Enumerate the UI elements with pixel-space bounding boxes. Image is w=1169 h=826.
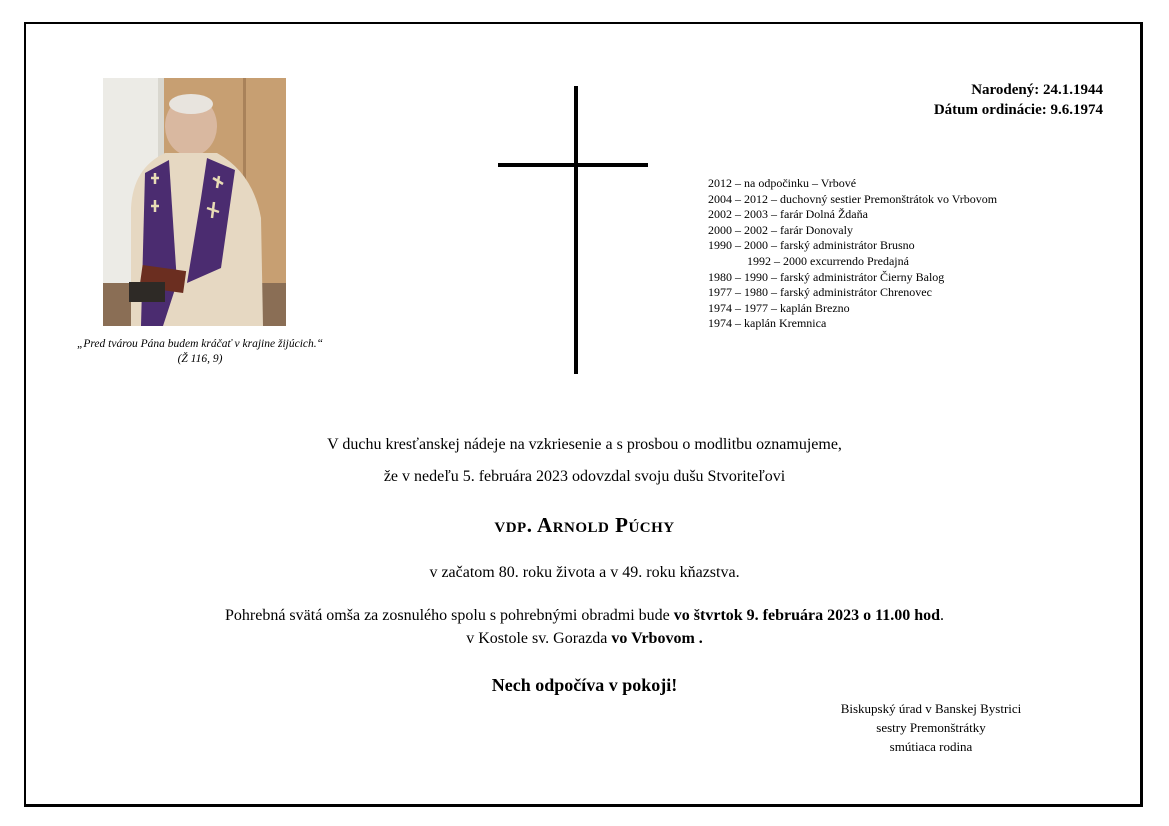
timeline-item: 2004 – 2012 – duchovný sestier Premonštrátok vo Vrbovom (708, 191, 998, 206)
timeline-item: 2002 – 2003 – farár Dolná Ždaňa (708, 207, 868, 222)
timeline-item: 1992 – 2000 excurrendo Predajná (747, 253, 909, 268)
key-dates (934, 80, 1103, 120)
church-prefix: v Kostole sv. Gorazda (466, 630, 612, 647)
announcement-line-1: V duchu kresťanskej nádeje na vzkriesenie a s prosbou o modlitbu oznamujeme, (327, 436, 842, 453)
deceased-name: vdp. Arnold Púchy (494, 513, 675, 537)
timeline-item: 1980 – 1990 – farský administrátor Čierny Balog (708, 269, 945, 284)
farewell-line: Nech odpočíva v pokoji! (491, 675, 678, 695)
signers (821, 699, 1041, 756)
timeline-item: 2012 – na odpočinku – Vrbové (708, 176, 857, 190)
announcement-line-2: že v nedeľu 5. februára 2023 odovzdal svoju dušu Stvoriteľovi (383, 468, 786, 485)
quote-reference: (Ž 116, 9) (177, 353, 223, 365)
cross-symbol (498, 86, 648, 374)
ordination-date: Dátum ordinácie: 9.6.1974 (933, 102, 1103, 118)
scripture-quote (60, 337, 340, 367)
funeral-prefix: Pohrebná svätá omša za zosnulého spolu s pohrebnými obradmi bude (224, 607, 674, 624)
quote-text: „Pred tvárou Pána budem kráčať v krajine žijúcich.“ (76, 338, 324, 350)
career-timeline (708, 176, 997, 332)
timeline-item: 1974 – kaplán Kremnica (708, 316, 827, 331)
timeline-item: 2000 – 2002 – farár Donovaly (708, 222, 853, 237)
signer: sestry Premonštrátky (876, 720, 986, 735)
cross-horizontal-bar (498, 163, 648, 167)
cross-vertical-bar (574, 86, 578, 374)
church-place: vo Vrbovom . (611, 630, 703, 647)
funeral-time: vo štvrtok 9. februára 2023 o 11.00 hod (673, 607, 941, 624)
birth-date: Narodený: 24.1.1944 (971, 82, 1103, 98)
timeline-item: 1990 – 2000 – farský administrátor Brusno (708, 238, 915, 253)
timeline-item: 1974 – 1977 – kaplán Brezno (708, 300, 850, 315)
signer: Biskupský úrad v Banskej Bystrici (840, 701, 1022, 716)
funeral-info (0, 607, 1169, 625)
announcement-line-3: v začatom 80. roku života a v 49. roku kňazstva. (429, 564, 740, 581)
timeline-item: 1977 – 1980 – farský administrátor Chrenovec (708, 285, 932, 300)
funeral-suffix: . (940, 607, 945, 624)
portrait-photo (103, 78, 286, 326)
signer: smútiaca rodina (889, 739, 973, 754)
church-info (0, 630, 1169, 648)
